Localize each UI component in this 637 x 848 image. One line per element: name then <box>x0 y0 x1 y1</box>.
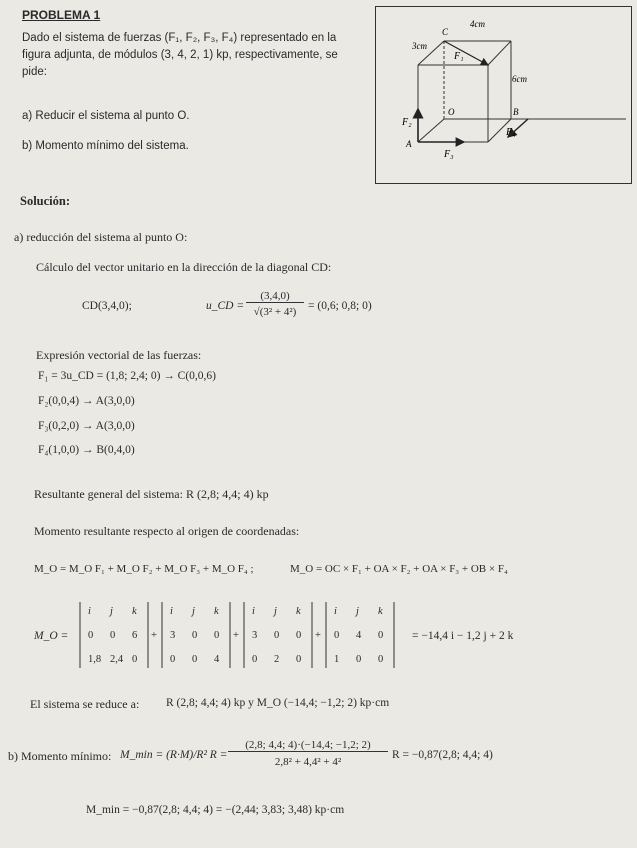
determinant-cell: 4 <box>356 630 362 641</box>
force-diagram <box>376 7 631 183</box>
min-numerator: (2,8; 4,4; 4)·(−14,4; −1,2; 2) <box>228 739 388 752</box>
force-1: F₁ = 3u_CD = (1,8; 2,4; 0) → C(0,0,6) <box>38 370 216 382</box>
solution-part-a-title: a) reducción del sistema al punto O: <box>14 230 188 244</box>
determinant-cell: 2 <box>274 654 280 665</box>
solution-part-b-title: b) Momento mínimo: <box>8 749 112 763</box>
determinant-cell: 0 <box>334 630 340 641</box>
moment-intro: Momento resultante respecto al origen de coordenadas: <box>34 524 300 538</box>
dim-6cm: 6cm <box>512 74 527 84</box>
label-f4: F₄ <box>506 127 516 138</box>
determinant-cell: k <box>296 606 301 617</box>
determinant-cell: i <box>170 606 173 617</box>
determinant-cell: 0 <box>378 654 384 665</box>
solution-heading: Solución: <box>20 194 71 208</box>
determinant-cell: 0 <box>132 654 138 665</box>
box-edges <box>418 41 626 142</box>
ucd-result: = (0,6; 0,8; 0) <box>308 300 372 312</box>
determinant-cell: k <box>378 606 383 617</box>
determinant-cell: j <box>274 606 277 617</box>
determinant-cell: 0 <box>252 654 258 665</box>
dim-4cm: 4cm <box>470 19 485 29</box>
cd-vector: CD(3,4,0); <box>82 300 132 312</box>
determinant-cell: 2,4 <box>110 654 124 665</box>
label-b: B <box>513 107 519 117</box>
label-f3: F₃ <box>444 149 454 160</box>
determinant-plus: + <box>233 630 239 641</box>
unit-vector-intro: Cálculo del vector unitario en la dirección de la diagonal CD: <box>36 260 332 274</box>
determinant-cell: 4 <box>214 654 220 665</box>
det-result: = −14,4 i − 1,2 j + 2 k <box>412 630 514 642</box>
determinant-cell: 3 <box>170 630 176 641</box>
determinant-plus: + <box>151 630 157 641</box>
problem-part-a: a) Reducir el sistema al punto O. <box>22 110 190 122</box>
determinant-cell: k <box>214 606 219 617</box>
det-lhs: M_O = <box>34 630 69 642</box>
label-f1: F₁ <box>454 51 464 62</box>
force-2: F₂(0,0,4) → A(3,0,0) <box>38 395 135 407</box>
determinant-cell: 0 <box>356 654 362 665</box>
force-3: F₃(0,2,0) → A(3,0,0) <box>38 420 135 432</box>
determinant-plus: + <box>315 630 321 641</box>
reduces-label: El sistema se reduce a: <box>30 697 140 711</box>
problem-statement: Dado el sistema de fuerzas (F₁, F₂, F₃, F₄) representado en la figura adjunta, de módulos (3, 4, 2, 1) kp, respectivamente, se pide: <box>22 32 338 78</box>
final-result: M_min = −0,87(2,8; 4,4; 4) = −(2,44; 3,83; 3,48) kp·cm <box>86 804 345 816</box>
determinant-cell: 0 <box>274 630 280 641</box>
determinant-cell: 0 <box>296 654 302 665</box>
determinant-group <box>78 598 418 679</box>
label-a: A <box>406 139 412 149</box>
moment-sum: M_O = M_O F₁ + M_O F₂ + M_O F₃ + M_O F₄ ; <box>34 563 254 575</box>
force-intro: Expresión vectorial de las fuerzas: <box>36 348 202 362</box>
determinant-cell: k <box>132 606 137 617</box>
problem-part-b: b) Momento mínimo del sistema. <box>22 140 189 152</box>
resultant: Resultante general del sistema: R (2,8; 4,4; 4) kp <box>34 487 269 501</box>
determinant-cell: 0 <box>110 630 116 641</box>
determinant-cell: 0 <box>192 654 198 665</box>
figure-box <box>375 6 632 184</box>
determinant-cell: j <box>356 606 359 617</box>
min-result: R = −0,87(2,8; 4,4; 4) <box>392 749 493 761</box>
determinant-svg <box>78 598 418 674</box>
determinant-cell: 1,8 <box>88 654 102 665</box>
min-lhs: M_min = (R·M)/R² R = <box>120 749 228 761</box>
determinant-cell: 1 <box>334 654 340 665</box>
f1-arrow <box>444 41 488 65</box>
determinant-cell: i <box>88 606 91 617</box>
moment-cross: M_O = OC × F₁ + OA × F₂ + OA × F₃ + OB × F₄ <box>290 563 508 575</box>
determinant-cell: 0 <box>170 654 176 665</box>
determinant-cell: 0 <box>296 630 302 641</box>
label-o: O <box>448 107 455 117</box>
min-denominator: 2,8² + 4,4² + 4² <box>274 756 342 768</box>
determinant-cell: 6 <box>132 630 138 641</box>
determinant-cell: 0 <box>192 630 198 641</box>
dim-3cm: 3cm <box>412 41 427 51</box>
force-4: F₄(1,0,0) → B(0,4,0) <box>38 444 135 456</box>
determinant-cell: 0 <box>88 630 94 641</box>
determinant-cell: 0 <box>214 630 220 641</box>
reduces-value: R (2,8; 4,4; 4) kp y M_O (−14,4; −1,2; 2) kp·cm <box>166 697 390 709</box>
label-f2: F₂ <box>402 117 412 128</box>
ucd-denominator: √(3² + 4²) <box>253 306 297 318</box>
label-c: C <box>442 27 449 37</box>
problem-title: PROBLEMA 1 <box>22 8 101 22</box>
determinant-cell: i <box>334 606 337 617</box>
determinant-cell: j <box>110 606 113 617</box>
determinant-cell: i <box>252 606 255 617</box>
ucd-lhs: u_CD = <box>206 300 245 312</box>
ucd-numerator: (3,4,0) <box>246 290 304 303</box>
determinant-cell: 3 <box>252 630 258 641</box>
determinant-cell: j <box>192 606 195 617</box>
determinant-cell: 0 <box>378 630 384 641</box>
